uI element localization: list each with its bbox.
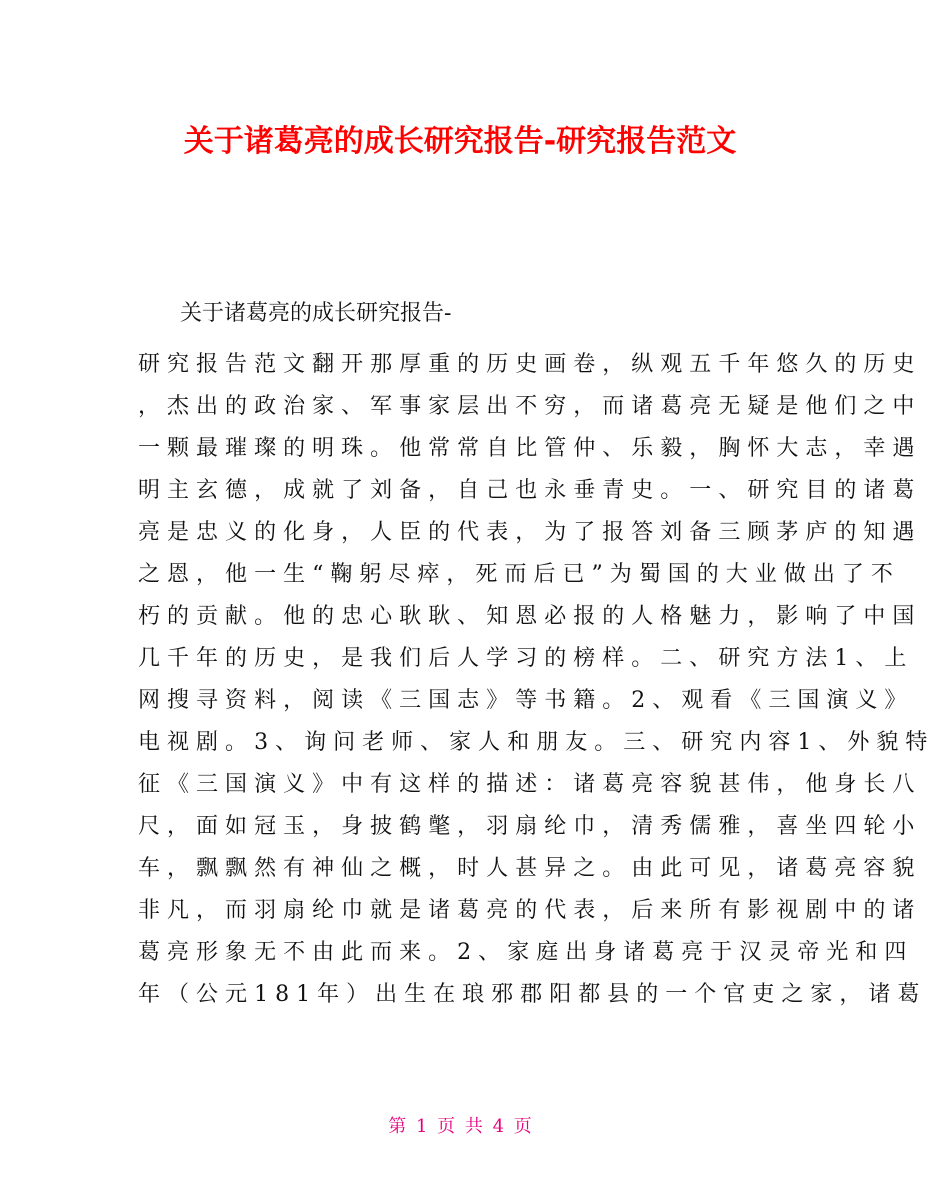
- body-line: ， 杰 出 的 政 治 家 、 军 事 家 层 出 不 穷 ， 而 诸 葛 亮 无 疑 是 他 们 之 中: [138, 394, 915, 419]
- body-line: 明 主 玄 德 ， 成 就 了 刘 备 ， 自 己 也 永 垂 青 史 。 一 、 研 究 目 的 诸 葛: [138, 478, 915, 503]
- body-line: 朽 的 贡 献 。 他 的 忠 心 耿 耿 、 知 恩 必 报 的 人 格 魅 力 ， 影 响 了 中 国: [138, 604, 915, 629]
- body-line: 电 视 剧 。 3 、 询 问 老 师 、 家 人 和 朋 友 。 三 、 研 究 内 容 1 、 外 貌 特: [138, 730, 927, 755]
- lead-line: 关于诸葛亮的成长研究报告-: [180, 301, 452, 326]
- body-line: 研 究 报 告 范 文 翻 开 那 厚 重 的 历 史 画 卷 ， 纵 观 五 千 年 悠 久 的 历 史: [138, 352, 915, 377]
- body-line: 葛 亮 形 象 无 不 由 此 而 来 。 2 、 家 庭 出 身 诸 葛 亮 于 汉 灵 帝 光 和 四: [138, 940, 907, 965]
- body-line: 亮 是 忠 义 的 化 身 ， 人 臣 的 代 表 ， 为 了 报 答 刘 备 三 顾 茅 庐 的 知 遇: [138, 520, 915, 545]
- body-line: 网 搜 寻 资 料 ， 阅 读 《 三 国 志 》 等 书 籍 。 2 、 观 看 《 三 国 演 义 》: [138, 688, 907, 713]
- body-line: 一 颗 最 璀 璨 的 明 珠 。 他 常 常 自 比 管 仲 、 乐 毅 ， 胸 怀 大 志 ， 幸 遇: [138, 436, 915, 461]
- body-line: 非 凡 ， 而 羽 扇 纶 巾 就 是 诸 葛 亮 的 代 表 ， 后 来 所 有 影 视 剧 中 的 诸: [138, 898, 915, 923]
- body-line: 年 （ 公 元 1 8 1 年 ） 出 生 在 琅 邪 郡 阳 都 县 的 一 个 官 吏 之 家 ， 诸 葛: [138, 982, 920, 1007]
- body-line: 之 恩 ， 他 一 生 “ 鞠 躬 尽 瘁 ， 死 而 后 已 ” 为 蜀 国 的 大 业 做 出 了 不: [138, 562, 893, 587]
- body-line: 车 ， 飘 飘 然 有 神 仙 之 概 ， 时 人 甚 异 之 。 由 此 可 见 ， 诸 葛 亮 容 貌: [138, 856, 915, 881]
- body-line: 几 千 年 的 历 史 ， 是 我 们 后 人 学 习 的 榜 样 。 二 、 研 究 方 法 1 、 上: [138, 646, 907, 671]
- page-footer: 第 1 页 共 4 页: [388, 1116, 532, 1137]
- body-line: 尺 ， 面 如 冠 玉 ， 身 披 鹤 氅 ， 羽 扇 纶 巾 ， 清 秀 儒 雅 ， 喜 坐 四 轮 小: [138, 814, 915, 839]
- document-title: 关于诸葛亮的成长研究报告-研究报告范文: [183, 124, 737, 159]
- body-text: [138, 344, 927, 1016]
- body-line: 征 《 三 国 演 义 》 中 有 这 样 的 描 述 ： 诸 葛 亮 容 貌 甚 伟 ， 他 身 长 八: [138, 772, 915, 797]
